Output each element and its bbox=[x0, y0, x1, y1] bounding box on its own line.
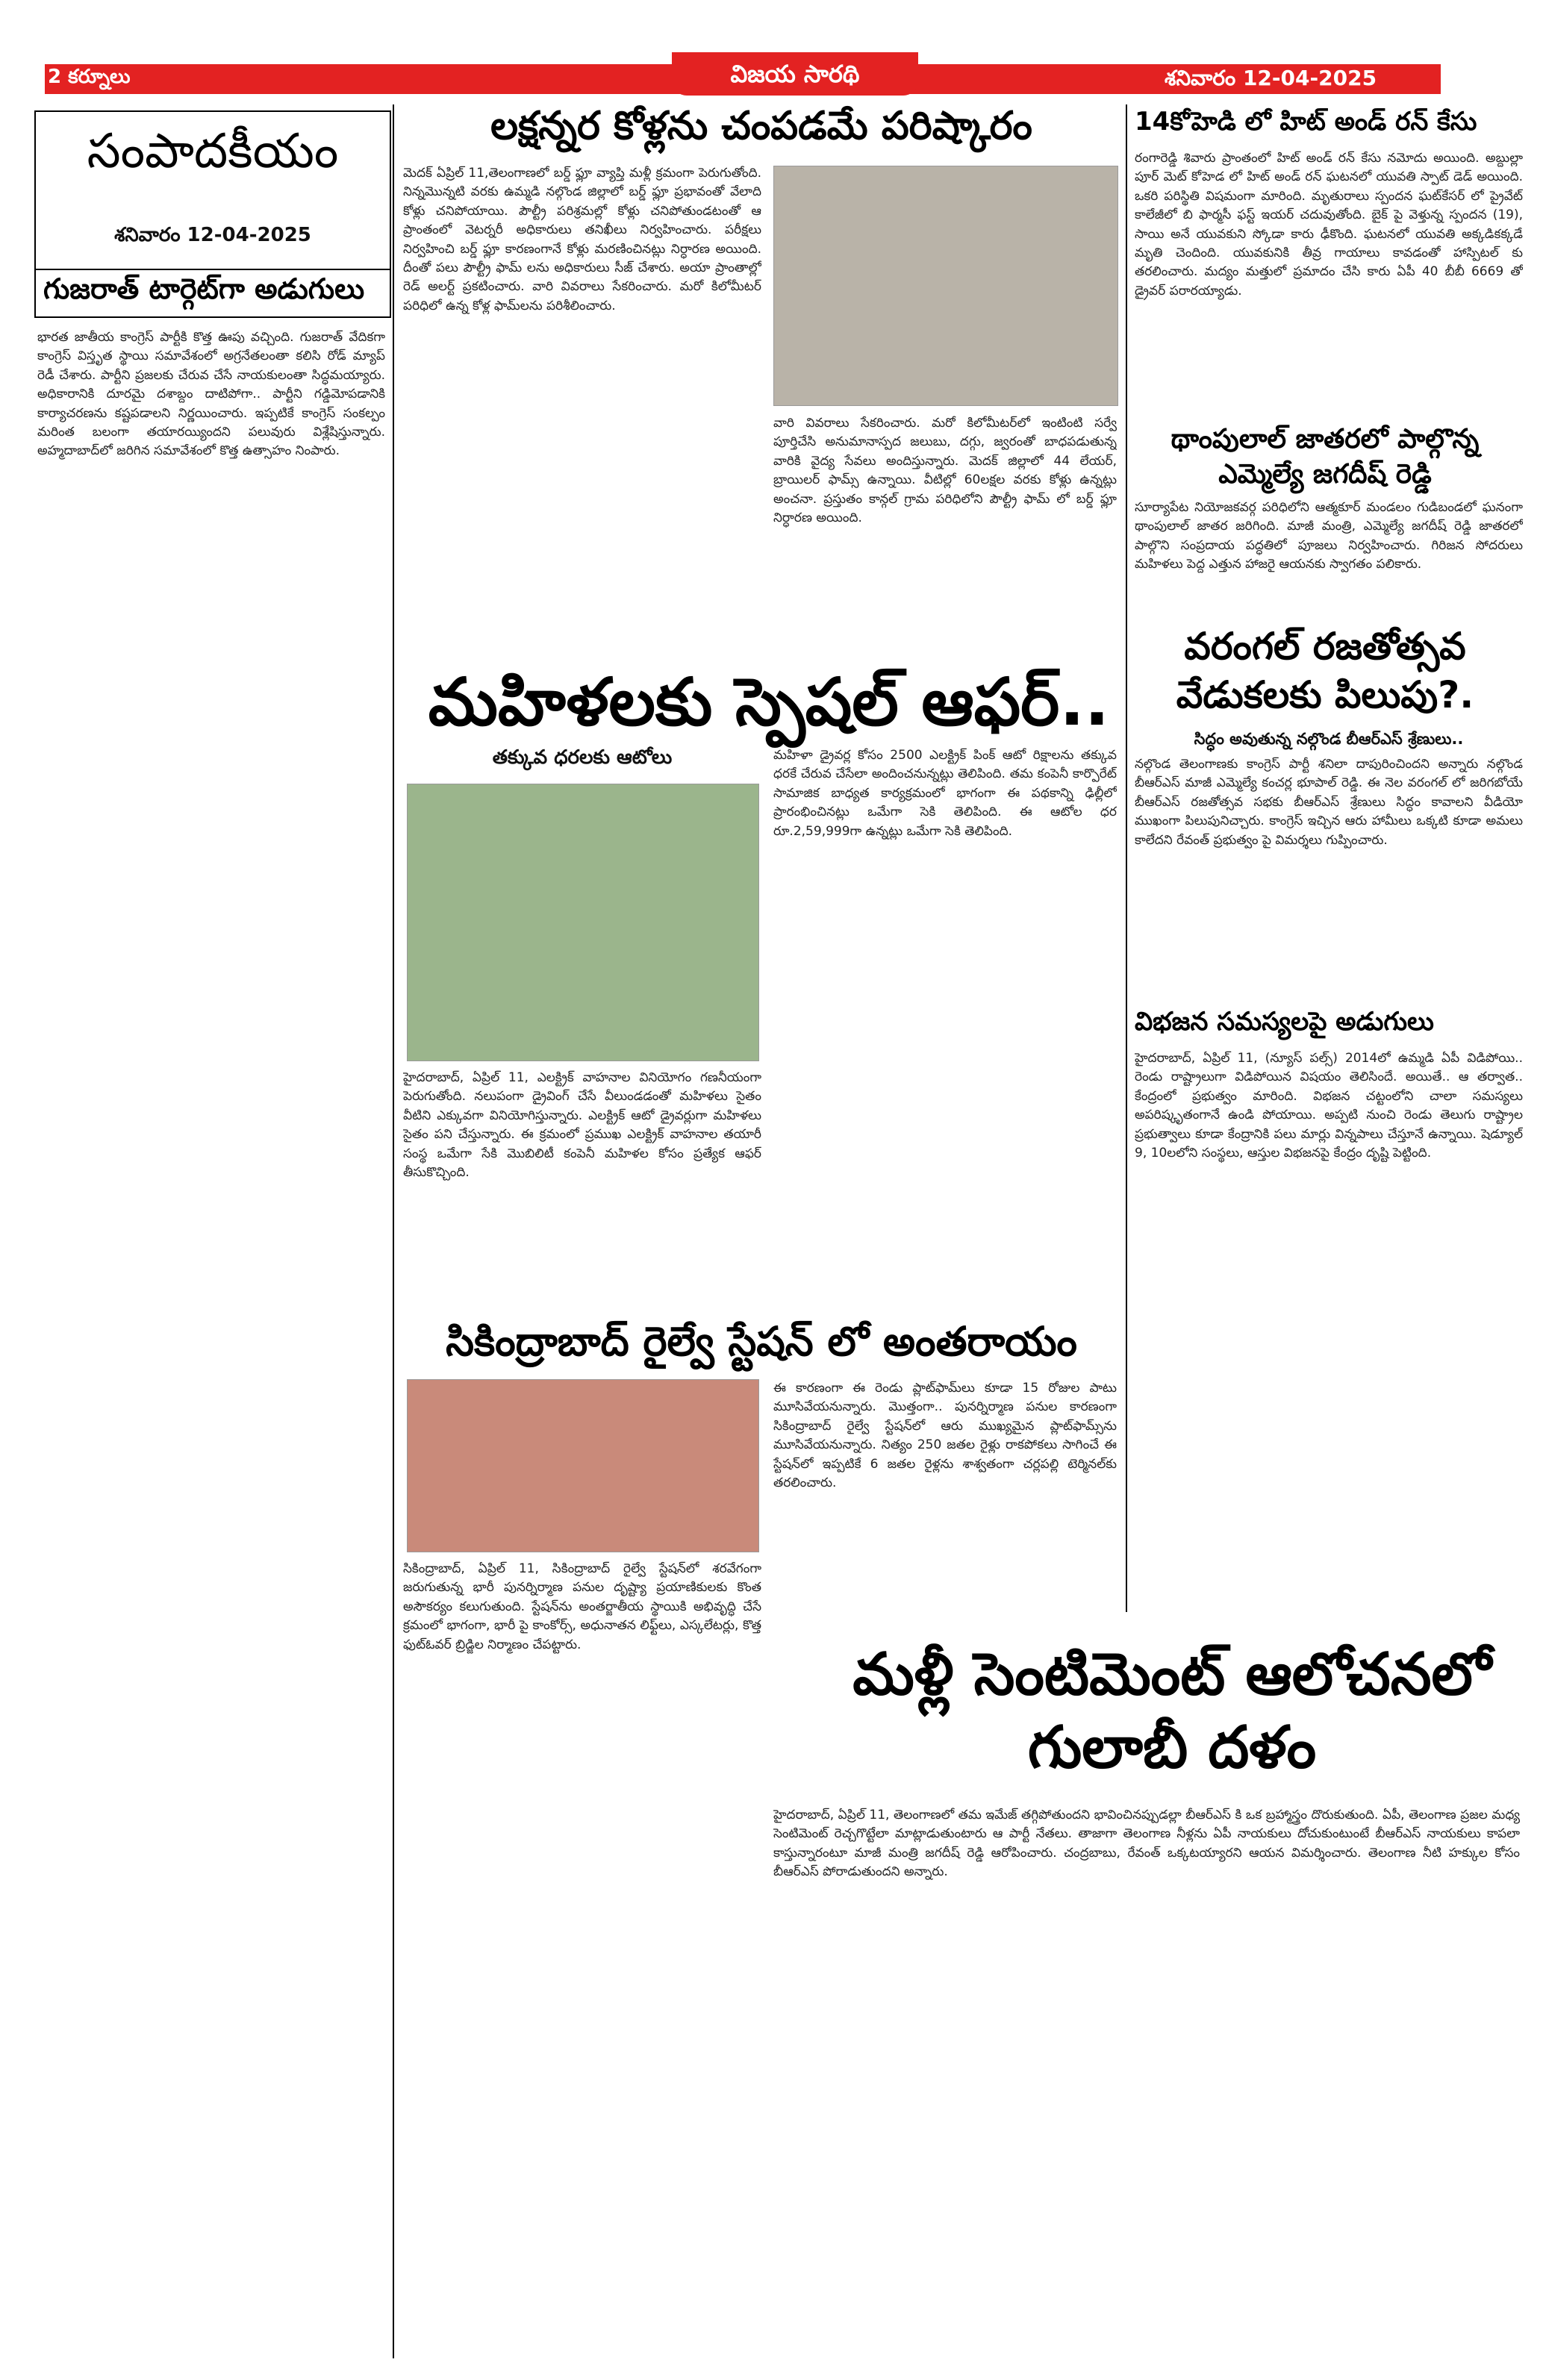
a4-subheadline: సిద్ధం అవుతున్న నల్గొండ బీఆర్ఎస్ శ్రేణులు.. bbox=[1194, 730, 1464, 748]
column-divider-right bbox=[1126, 104, 1127, 1612]
a1-headline: లక్షన్నర కోళ్లను చంపడమే పరిష్కారం bbox=[490, 104, 1032, 149]
a2-body: రంగారెడ్డి శివారు ప్రాంతంలో హిట్ అండ్ రన్ కేసు నమోదు అయింది. అబ్దుల్లా పూర్ మెట్ కోహెడ లో హిట్ అండ్ రన్ ఘటనలో యువతి స్పాట్ డెడ్ అయింది. ఒకరి పరిస్థితి విషమంగా మారింది. మృతురాలు స్పందన ఘట్‌కేసర్ లో ప్రైవేట్ కాలేజీలో బి ఫార్మసీ ఫస్ట్ ఇయర్ చదువుతోంది. బైక్ పై వెళ్తున్న స్పందన (19), సాయి అనే యువకుని స్కోడా కారు ఢీకొంది. ఘటనలో యువతి అక్కడికక్కడే మృతి చెందింది. యువకునికి తీవ్ర గాయాలు కావడంతో హాస్పిటల్ కు తరలించారు. మద్యం మత్తులో ప్రమాదం చేసి కారు ఏపీ 40 బీబీ 6669 తో డ్రైవర్ పరారయ్యాడు. bbox=[1135, 151, 1523, 299]
page-label: 2 కర్నూలు bbox=[48, 66, 131, 88]
editorial-title: సంపాదకీయం bbox=[87, 124, 339, 179]
a5-headline: విభజన సమస్యలపై అడుగులు bbox=[1135, 1007, 1434, 1037]
a3-body: సూర్యాపేట నియోజకవర్గ పరిధిలోని ఆత్మకూర్ మండలం గుడిబండలో ఘనంగా థాంపులాల్ జాతర జరిగింది. మాజీ మంత్రి, ఎమ్మెల్యే జగదీష్ రెడ్డి జాతరలో పాల్గొని సంప్రదాయ పద్ధతిలో పూజలు నిర్వహించారు. గిరిజన సోదరులు మహిళలు పెద్ద ఎత్తున హాజరై ఆయనకు స్వాగతం పలికారు. bbox=[1135, 500, 1523, 572]
a7-body: సికింద్రాబాద్, ఏప్రిల్ 11, సికింద్రాబాద్ రైల్వే స్టేషన్‌లో శరవేగంగా జరుగుతున్న భారీ పునర్నిర్మాణ పనుల దృష్ట్యా ప్రయాణికులకు కొంత అసౌకర్యం కలుగుతుంది. స్టేషన్‌ను అంతర్జాతీయ స్థాయికి అభివృద్ధి చేసే క్రమంలో భాగంగా, భారీ పై కాంకోర్స్, అధునాతన లిఫ్ట్‌లు, ఎస్కలేటర్లు, కొత్త ఫుట్ఓవర్ బ్రిడ్జిల నిర్మాణం చేపట్టారు. bbox=[403, 1561, 761, 1652]
a2-headline: 14కోహెడి లో హిట్ అండ్ రన్ కేసు bbox=[1135, 107, 1477, 137]
a3-headline: థాంపులాల్ జాతరలో పాల్గొన్న ఎమ్మెల్యే జగదీష్ రెడ్డి bbox=[1171, 424, 1480, 490]
a1-photo-hens bbox=[773, 166, 1118, 406]
a6-subheadline: తక్కువ ధరలకు ఆటోలు bbox=[492, 746, 673, 769]
a6-body: హైదరాబాద్, ఏప్రిల్ 11, ఎలక్ట్రిక్ వాహనాల వినియోగం గణనీయంగా పెరుగుతోంది. నలుపంగా డ్రైవింగ్ చేసే వీలుండడంతో మహిళలు సైతం వీటిని ఎక్కువగా వినియోగిస్తున్నారు. ఎలక్ట్రిక్ ఆటో డ్రైవర్లుగా మహిళలు సైతం పని చేస్తున్నారు. ఈ క్రమంలో ప్రముఖ ఎలక్ట్రిక్ వాహనాల తయారీ సంస్థ ఒమేగా సేకి మొబిలిటీ కంపెనీ మహిళల కోసం ప్రత్యేక ఆఫర్ తీసుకొచ్చింది. bbox=[403, 1070, 761, 1181]
a8-body: హైదరాబాద్, ఏప్రిల్ 11, తెలంగాణలో తమ ఇమేజ్ తగ్గిపోతుందని భావించినప్పుడల్లా బీఆర్ఎస్ కి ఒక బ్రహ్మాస్త్రం దొరుకుతుంది. ఏపీ, తెలంగాణ ప్రజల మధ్య సెంటిమెంట్ రెచ్చగొట్టేలా మాట్లాడుతుంటారు ఆ పార్టీ నేతలు. తాజాగా తెలంగాణ నీళ్లను ఏపీ నాయకులు దోచుకుంటుంటే బీఆర్ఎస్ నాయకులు కాపలా కాస్తున్నారంటూ మాజీ మంత్రి జగదీష్ రెడ్డి ఆరోపించారు. చంద్రబాబు, రేవంత్ ఒక్కటయ్యారని ఆయన విమర్శించారు. తెలంగాణ నీటి హక్కుల కోసం బీఆర్ఎస్ పోరాడుతుందని అన్నారు. bbox=[773, 1808, 1520, 1880]
editorial-headline: గుజరాత్ టార్గెట్‌గా అడుగులు bbox=[43, 272, 365, 305]
a1-body: మెదక్ ఏప్రిల్ 11,తెలంగాణలో బర్డ్ ఫ్లూ వ్యాప్తి మళ్లీ క్రమంగా పెరుగుతోంది. నిన్నమొన్నటి వరకు ఉమ్మడి నల్గొండ జిల్లాలో బర్డ్ ఫ్లూ ప్రభావంతో వేలాది కోళ్లు చనిపోయాయి. పౌల్ట్రీ పరిశ్రమల్లో కోళ్లు చనిపోతుండటంతో ఆ ప్రాంతంలో వెటర్నరీ అధికారులు తనిఖీలు నిర్వహించారు. పరీక్షలు నిర్వహించి బర్డ్ ఫ్లూ కారణంగానే కోళ్లు మరణించినట్లు నిర్ధారణ అయింది. దీంతో పలు పౌల్ట్రీ ఫామ్ లను అధికారులు సీజ్ చేశారు. అయా ప్రాంతాల్లో రెడ్ అలర్ట్ ప్రకటించారు. వారి వివరాలు సేకరించారు. మరో కిలోమీటర్ పరిధిలో ఉన్న కోళ్ల ఫామ్‌లను పరిశీలించారు. bbox=[403, 166, 761, 313]
editorial-body: భారత జాతీయ కాంగ్రెస్ పార్టీకి కొత్త ఊపు వచ్చింది. గుజరాత్ వేదికగా కాంగ్రెస్ విస్తృత స్థాయి సమావేశంలో అగ్రనేతలంతా కలిసి రోడ్ మ్యాప్ రెడీ చేశారు. పార్టీని ప్రజలకు చేరువ చేసే నాయకులంతా సిద్ధమయ్యారు. అధికారానికి దూరమై దశాబ్దం దాటిపోగా.. పార్టీని గడ్డిమోపడానికి కార్యాచరణను కష్టపడాలని నిర్ణయించారు. ఇప్పటికే కాంగ్రెస్ సంకల్పం మరింత బలంగా తయారయ్యిందని పలువురు విశ్లేషిస్తున్నారు. అహ్మదాబాద్‌లో జరిగిన సమావేశంలో కొత్త ఉత్సాహం నింపారు. bbox=[37, 330, 385, 459]
a6-headline: మహిళలకు స్పెషల్ ఆఫర్.. bbox=[428, 663, 1110, 740]
column-divider bbox=[393, 104, 394, 2358]
a4-body: నల్గొండ తెలంగాణకు కాంగ్రెస్ పార్టీ శనిలా దాపురించిందని అన్నారు నల్గొండ బీఆర్ఎస్ మాజీ ఎమ్మెల్యే కంచర్ల భూపాల్ రెడ్డి. ఈ నెల వరంగల్ లో జరిగబోయే బీఆర్ఎస్ రజతోత్సవ సభకు బీఆర్ఎస్ శ్రేణులు సిద్ధం కావాలని వీడియో ముఖంగా పిలుపునిచ్చారు. కాంగ్రెస్ ఇచ్చిన ఆరు హామీలు ఒక్కటి కూడా అమలు కాలేదని రేవంత్ ప్రభుత్వం పై విమర్శలు గుప్పించారు. bbox=[1135, 757, 1523, 848]
masthead: విజయ సారథి bbox=[672, 52, 918, 96]
a7-body-col2: ఈ కారణంగా ఈ రెండు ప్లాట్‌ఫామ్‌లు కూడా 15 రోజుల పాటు మూసివేయనున్నారు. మొత్తంగా.. పునర్నిర్మాణ పనుల కారణంగా సికింద్రాబాద్ రైల్వే స్టేషన్‌లో ఆరు ముఖ్యమైన ప్లాట్‌ఫామ్స్‌ను మూసివేయనున్నారు. నిత్యం 250 జతల రైళ్లు రాకపోకలు సాగించే ఈ స్టేషన్‌లో ఇప్పటికే 6 జతల రైళ్లను శాశ్వతంగా చర్లపల్లి టెర్మినల్‌కు తరలించారు. bbox=[773, 1381, 1117, 1491]
a1-body-col2: వారి వివరాలు సేకరించారు. మరో కిలోమీటర్‌లో ఇంటింటి సర్వే పూర్తిచేసి అనుమానాస్పద జలుబు, దగ్గు, జ్వరంతో బాధపడుతున్న వారికి వైద్య సేవలు అందిస్తున్నారు. మెదక్ జిల్లాలో 44 లేయర్, బ్రాయిలర్ ఫామ్స్ ఉన్నాయి. వీటిల్లో 60లక్షల వరకు కోళ్లు ఉన్నట్లు అంచనా. ప్రస్తుతం కాన్గల్ గ్రామ పరిధిలోని పౌల్ట్రీ ఫామ్ లో బర్డ్ ఫ్లూ నిర్ధారణ అయింది. bbox=[773, 416, 1117, 526]
a8-headline: మళ్లీ సెంటిమెంట్ ఆలోచనలో గులాబీ దళం bbox=[852, 1641, 1491, 1781]
a4-headline: వరంగల్ రజతోత్సవ వేడుకలకు పిలుపు?. bbox=[1176, 625, 1474, 716]
a7-headline: సికింద్రాబాద్ రైల్వే స్టేషన్ లో అంతరాయం bbox=[446, 1318, 1077, 1365]
a6-body-col2: మహిళా డ్రైవర్ల కోసం 2500 ఎలక్ట్రిక్ పింక్ ఆటో రిక్షాలను తక్కువ ధరకే చేరువ చేసేలా అందించనున్నట్లు తెలిపింది. తమ కంపెనీ కార్పొరేట్ సామాజిక బాధ్యత కార్యక్రమంలో భాగంగా ఈ పథకాన్ని ఢిల్లీలో ప్రారంభించినట్లు ఒమేగా సెకి తెలిపింది. ఈ ఆటోల ధర రూ.2,59,999గా ఉన్నట్లు ఒమేగా సెకి తెలిపింది. bbox=[773, 748, 1117, 839]
header-date: శనివారం 12-04-2025 bbox=[1165, 66, 1377, 90]
a7-photo-station bbox=[407, 1379, 759, 1552]
a5-body: హైదరాబాద్, ఏప్రిల్ 11, (న్యూస్ పల్స్) 2014లో ఉమ్మడి ఏపీ విడిపోయి.. రెండు రాష్ట్రాలుగా విడిపోయిన విషయం తెలిసిందే. అయితే.. ఆ తర్వాత.. కేంద్రంలో ప్రభుత్వం మారింది. విభజన చట్టంలోని చాలా సమస్యలు అపరిష్కృతంగానే ఉండి పోయాయి. అప్పటి నుంచి రెండు తెలుగు రాష్ట్రాల ప్రభుత్వాలు కూడా కేంద్రానికి పలు మార్లు విన్నపాలు చేస్తూనే ఉన్నాయి. షెడ్యూల్ 9, 10లలోని సంస్థలు, ఆస్తుల విభజనపై కేంద్రం దృష్టి పెట్టింది. bbox=[1135, 1051, 1523, 1161]
editorial-date: శనివారం 12-04-2025 bbox=[114, 224, 311, 246]
a6-photo-autos bbox=[407, 784, 759, 1061]
